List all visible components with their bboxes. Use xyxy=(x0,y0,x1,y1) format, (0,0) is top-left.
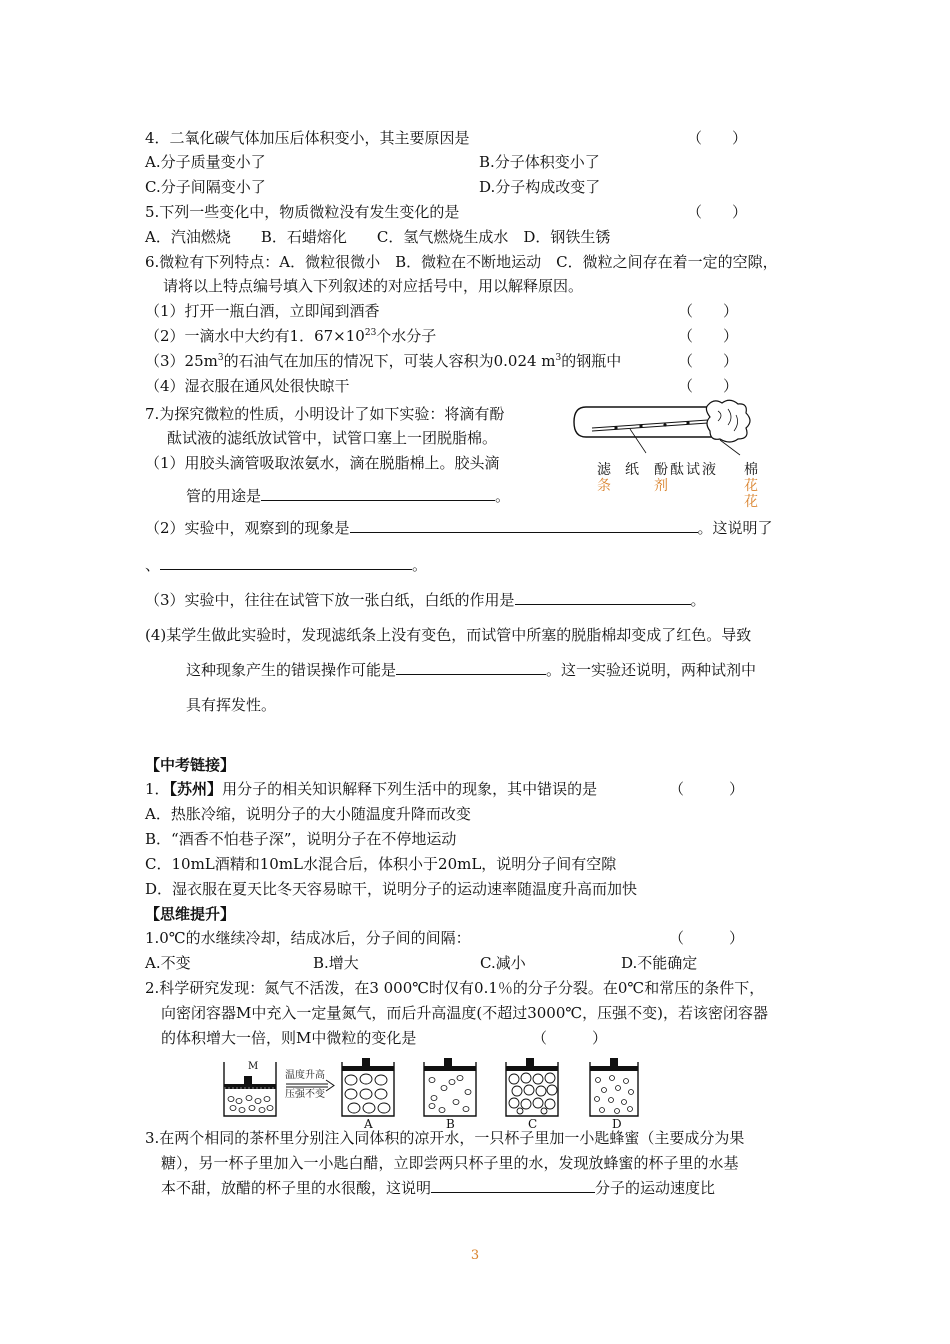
figure-label-reagent: 酚酞试液 xyxy=(654,462,718,478)
zk-q1-option-c: C．10mL酒精和10mL水混合后，体积小于20mL，说明分子间有空隙 xyxy=(145,855,617,873)
figure-label-cotton-3: 花 xyxy=(744,494,758,510)
cotton-plug xyxy=(706,400,750,442)
sw-q1-paren: （ ） xyxy=(669,929,745,947)
reagent-drop xyxy=(639,424,642,427)
zk-q1-paren: （ ） xyxy=(669,780,745,798)
figure-label-cotton-2: 花 xyxy=(744,478,758,494)
container-c-label: C xyxy=(528,1117,538,1131)
arrow-label-top: 温度升高 xyxy=(285,1070,325,1081)
q7-part3: （3）实验中，往往在试管下放一张白纸，白纸的作用是 。 xyxy=(145,591,706,609)
reagent-drop xyxy=(663,423,666,426)
container-b xyxy=(424,1058,476,1116)
figure-label-reagent-2: 剂 xyxy=(654,478,668,494)
figure-label-cotton: 棉 xyxy=(744,462,758,478)
q6-statement-2: （2）一滴水中大约有1．$67\times 10^{23}$个水分子 xyxy=(145,327,437,345)
q7-part1-line2: 管的用途是 。 xyxy=(186,487,511,505)
q6-statement-1: （1）打开一瓶白酒，立即闻到酒香 xyxy=(145,302,380,320)
q6-paren-3: （ ） xyxy=(678,352,739,370)
container-m-label: M xyxy=(248,1061,259,1072)
q7-part4-line1: (4)某学生做此实验时，发现滤纸条上没有变色，而试管中所塞的脱脂棉却变成了红色。导致 xyxy=(145,626,752,644)
sw-q1-option-c: C.减小 xyxy=(480,954,526,972)
sw-q1-option-d: D.不能确定 xyxy=(621,954,698,972)
q6-stem-line1: 6.微粒有下列特点：A．微粒很微小 B．微粒在不断地运动 C．微粒之间存在着一定的空隙， xyxy=(145,253,778,271)
q7-blank-3[interactable] xyxy=(160,555,412,570)
q5-options: A．汽油燃烧 B．石蜡熔化 C．氢气燃烧生成水 D．钢铁生锈 xyxy=(145,228,611,246)
q7-part4-line3: 具有挥发性。 xyxy=(186,696,277,714)
container-b-label: B xyxy=(446,1117,455,1131)
q5-stem: 5.下列一些变化中，物质微粒没有发生变化的是 xyxy=(145,203,460,221)
page-number: 3 xyxy=(470,1248,480,1263)
section-heading-siwei: 【思维提升】 xyxy=(145,905,236,923)
arrow-label-bottom: 压强不变 xyxy=(285,1089,325,1100)
q7-part1-line1: （1）用胶头滴管吸取浓氨水，滴在脱脂棉上。胶头滴 xyxy=(145,454,500,472)
q7-part4-line2: 这种现象产生的错误操作可能是 。这一实验还说明，两种试剂中 xyxy=(186,661,757,679)
q7-blank-2[interactable] xyxy=(350,518,698,533)
q4-option-b: B.分子体积变小了 xyxy=(479,153,600,171)
container-a xyxy=(342,1058,394,1116)
figure-label-filter-paper: 滤 纸 xyxy=(597,462,639,478)
sw-q2-line3: 的体积增大一倍，则M中微粒的变化是 xyxy=(161,1029,417,1047)
sw-q3-line1: 3.在两个相同的茶杯里分别注入同体积的凉开水，一只杯子里加一小匙蜂蜜（主要成分为果 xyxy=(145,1129,745,1147)
q6-paren-2: （ ） xyxy=(678,327,739,345)
sw-q2-line2: 向密闭容器M中充入一定量氮气，而后升高温度(不超过3000℃，压强不变)，若该密闭容器 xyxy=(161,1004,769,1022)
q6-statement-4: （4）湿衣服在通风处很快晾干 xyxy=(145,377,350,395)
container-d-label: D xyxy=(612,1117,622,1131)
test-tube-outline xyxy=(574,407,716,437)
reagent-drop xyxy=(686,421,689,424)
q4-stem: 4．二氧化碳气体加压后体积变小，其主要原因是 xyxy=(145,129,470,147)
container-figure xyxy=(220,1054,640,1130)
q6-paren-4: （ ） xyxy=(678,377,739,395)
q6-stem-line2: 请将以上特点编号填入下列叙述的对应括号中，用以解释原因。 xyxy=(163,277,584,295)
q5-answer-paren: （ ） xyxy=(687,203,748,221)
section-heading-zhongkao: 【中考链接】 xyxy=(145,756,236,774)
q7-stem-line1: 7.为探究微粒的性质，小明设计了如下实验：将滴有酚 xyxy=(145,405,505,423)
q7-part2-line1: （2）实验中，观察到的现象是 。这说明了 xyxy=(145,519,773,537)
reagent-pointer xyxy=(630,429,646,453)
reagent-drop xyxy=(614,426,617,429)
q7-part2-line2: 、 。 xyxy=(145,556,428,574)
zk-q1-option-b: B．“酒香不怕巷子深”，说明分子在不停地运动 xyxy=(145,830,457,848)
sw-q2-line1: 2.科学研究发现：氮气不活泼，在3 000℃时仅有0.1％的分子分裂。在0℃和常压的条件下， xyxy=(145,979,765,997)
zk-q1-stem: 1．【苏州】用分子的相关知识解释下列生活中的现象，其中错误的是 xyxy=(145,780,598,798)
container-c xyxy=(506,1058,558,1116)
container-a-label: A xyxy=(364,1117,373,1131)
q7-blank-5[interactable] xyxy=(396,660,546,675)
q4-answer-paren: （ ） xyxy=(687,129,748,147)
sw-q1-option-b: B.增大 xyxy=(313,954,359,972)
sw-q2-paren: （ ） xyxy=(532,1029,608,1047)
q7-blank-1[interactable] xyxy=(261,486,495,501)
sw-q1-stem: 1.0℃的水继续冷却，结成冰后，分子间的间隔： xyxy=(145,929,471,947)
container-d xyxy=(590,1058,638,1116)
sw-q3-blank[interactable] xyxy=(431,1178,595,1193)
q7-stem-line2: 酞试液的滤纸放试管中，试管口塞上一团脱脂棉。 xyxy=(167,429,498,447)
q6-statement-3: $(3)25m^3$的石油气在加压的情况下，可装人容积为0.024 $m^3$的钢瓶中 xyxy=(145,352,622,370)
sw-q3-line2: 糖），另一杯子里加入一小匙白醋，立即尝两只杯子里的水，发现放蜂蜜的杯子里的水基 xyxy=(161,1154,739,1172)
q4-option-a: A.分子质量变小了 xyxy=(145,153,266,171)
q7-blank-4[interactable] xyxy=(515,590,691,605)
zk-q1-option-a: A．热胀冷缩，说明分子的大小随温度升降而改变 xyxy=(145,805,471,823)
q4-option-c: C.分子间隔变小了 xyxy=(145,178,266,196)
zk-q1-option-d: D．湿衣服在夏天比冬天容易晾干，说明分子的运动速率随温度升高而加快 xyxy=(145,880,638,898)
sw-q1-option-a: A.不变 xyxy=(145,954,191,972)
sw-q3-line3: 本不甜，放醋的杯子里的水很酸，这说明 分子的运动速度比 xyxy=(161,1179,716,1197)
figure-label-filter-paper-2: 条 xyxy=(597,478,611,494)
q4-option-d: D.分子构成改变了 xyxy=(479,178,601,196)
q6-paren-1: （ ） xyxy=(678,302,739,320)
